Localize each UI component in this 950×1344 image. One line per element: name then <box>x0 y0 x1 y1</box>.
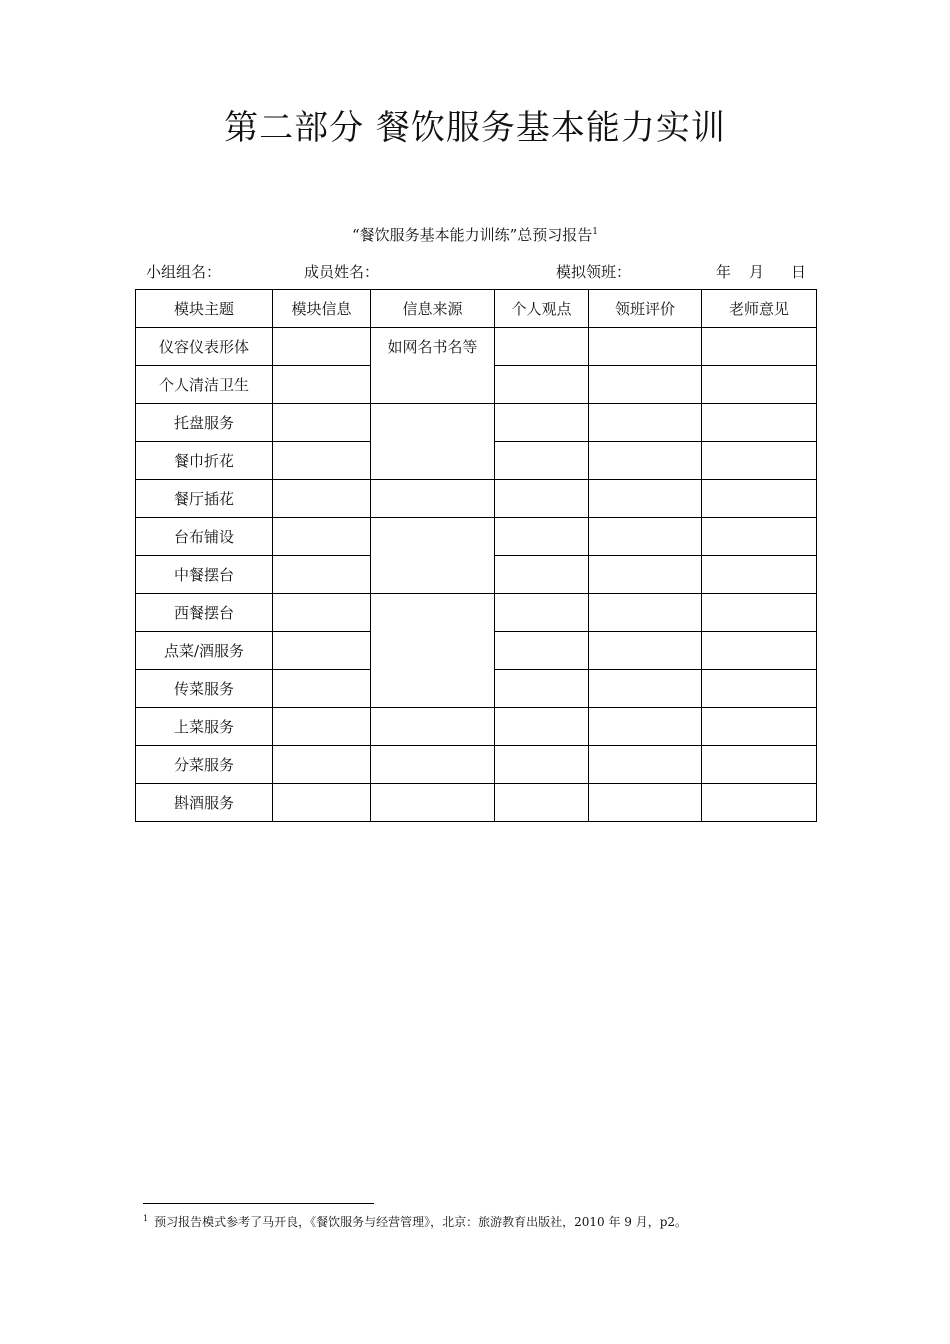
leader-evaluation-cell[interactable] <box>589 708 702 746</box>
teacher-opinion-cell[interactable] <box>702 670 817 708</box>
personal-view-cell[interactable] <box>495 366 589 404</box>
personal-view-cell[interactable] <box>495 632 589 670</box>
info-source-cell[interactable]: 如网名书名等 <box>371 328 495 404</box>
footnote-mark: 1 <box>143 1214 149 1223</box>
footnote <box>143 1213 687 1230</box>
info-source-cell[interactable] <box>371 784 495 822</box>
personal-view-cell[interactable] <box>495 594 589 632</box>
module-topic-cell: 台布铺设 <box>136 518 273 556</box>
teacher-opinion-cell[interactable] <box>702 480 817 518</box>
module-info-cell[interactable] <box>273 328 371 366</box>
teacher-opinion-cell[interactable] <box>702 442 817 480</box>
module-topic-cell: 中餐摆台 <box>136 556 273 594</box>
module-topic-cell: 托盘服务 <box>136 404 273 442</box>
module-topic-cell: 西餐摆台 <box>136 594 273 632</box>
module-topic-cell: 个人清洁卫生 <box>136 366 273 404</box>
module-info-cell[interactable] <box>273 366 371 404</box>
teacher-opinion-cell[interactable] <box>702 366 817 404</box>
leader-evaluation-cell[interactable] <box>589 366 702 404</box>
header-module-info: 模块信息 <box>273 290 371 328</box>
personal-view-cell[interactable] <box>495 746 589 784</box>
teacher-opinion-cell[interactable] <box>702 708 817 746</box>
header-leader-evaluation: 领班评价 <box>589 290 702 328</box>
module-info-cell[interactable] <box>273 784 371 822</box>
leader-evaluation-cell[interactable] <box>589 632 702 670</box>
module-topic-cell: 仪容仪表形体 <box>136 328 273 366</box>
table-row <box>136 518 817 556</box>
module-info-cell[interactable] <box>273 518 371 556</box>
footnote-reference: 1 <box>592 227 599 237</box>
module-info-cell[interactable] <box>273 594 371 632</box>
report-subtitle-text: “餐饮服务基本能力训练”总预习报告 <box>351 226 593 244</box>
personal-view-cell[interactable] <box>495 784 589 822</box>
module-info-cell[interactable] <box>273 442 371 480</box>
leader-evaluation-cell[interactable] <box>589 784 702 822</box>
leader-evaluation-cell[interactable] <box>589 556 702 594</box>
pre-study-report-table <box>135 289 817 822</box>
module-topic-cell: 斟酒服务 <box>136 784 273 822</box>
report-subtitle <box>0 224 950 245</box>
teacher-opinion-cell[interactable] <box>702 328 817 366</box>
table-row <box>136 784 817 822</box>
teacher-opinion-cell[interactable] <box>702 784 817 822</box>
module-info-cell[interactable] <box>273 480 371 518</box>
info-source-cell[interactable] <box>371 746 495 784</box>
teacher-opinion-cell[interactable] <box>702 556 817 594</box>
leader-evaluation-cell[interactable] <box>589 442 702 480</box>
info-source-cell[interactable] <box>371 708 495 746</box>
leader-evaluation-cell[interactable] <box>589 746 702 784</box>
teacher-opinion-cell[interactable] <box>702 594 817 632</box>
header-module-topic: 模块主题 <box>136 290 273 328</box>
teacher-opinion-cell[interactable] <box>702 632 817 670</box>
personal-view-cell[interactable] <box>495 404 589 442</box>
day-label: 日 <box>791 263 807 281</box>
module-topic-cell: 餐巾折花 <box>136 442 273 480</box>
table-row <box>136 328 817 366</box>
leader-evaluation-cell[interactable] <box>589 518 702 556</box>
info-source-cell[interactable] <box>371 518 495 594</box>
module-info-cell[interactable] <box>273 404 371 442</box>
footnote-divider <box>143 1203 374 1204</box>
leader-evaluation-cell[interactable] <box>589 404 702 442</box>
member-names-label: 成员姓名： <box>304 263 380 281</box>
footnote-text: 预习报告模式参考了马开良，《餐饮服务与经营管理》，北京：旅游教育出版社，2010 年 9 月，p2。 <box>154 1215 688 1229</box>
table-row <box>136 708 817 746</box>
module-topic-cell: 点菜/酒服务 <box>136 632 273 670</box>
personal-view-cell[interactable] <box>495 480 589 518</box>
month-label: 月 <box>749 263 765 281</box>
team-leader-label: 模拟领班： <box>556 263 632 281</box>
table-row <box>136 480 817 518</box>
page-title: 第二部分 餐饮服务基本能力实训 <box>224 108 726 148</box>
info-source-cell[interactable] <box>371 480 495 518</box>
module-topic-cell: 分菜服务 <box>136 746 273 784</box>
header-personal-view: 个人观点 <box>495 290 589 328</box>
personal-view-cell[interactable] <box>495 556 589 594</box>
personal-view-cell[interactable] <box>495 442 589 480</box>
header-info-source: 信息来源 <box>371 290 495 328</box>
table-header-row <box>136 290 817 328</box>
module-info-cell[interactable] <box>273 670 371 708</box>
info-source-cell[interactable] <box>371 404 495 480</box>
leader-evaluation-cell[interactable] <box>589 670 702 708</box>
module-topic-cell: 传菜服务 <box>136 670 273 708</box>
personal-view-cell[interactable] <box>495 708 589 746</box>
personal-view-cell[interactable] <box>495 518 589 556</box>
teacher-opinion-cell[interactable] <box>702 518 817 556</box>
leader-evaluation-cell[interactable] <box>589 594 702 632</box>
header-teacher-opinion: 老师意见 <box>702 290 817 328</box>
table-row <box>136 746 817 784</box>
table-row <box>136 594 817 632</box>
table-row <box>136 404 817 442</box>
personal-view-cell[interactable] <box>495 328 589 366</box>
module-topic-cell: 上菜服务 <box>136 708 273 746</box>
leader-evaluation-cell[interactable] <box>589 480 702 518</box>
module-info-cell[interactable] <box>273 746 371 784</box>
leader-evaluation-cell[interactable] <box>589 328 702 366</box>
module-info-cell[interactable] <box>273 708 371 746</box>
module-info-cell[interactable] <box>273 632 371 670</box>
year-label: 年 <box>716 263 732 281</box>
teacher-opinion-cell[interactable] <box>702 746 817 784</box>
info-source-cell[interactable] <box>371 594 495 708</box>
module-info-cell[interactable] <box>273 556 371 594</box>
module-topic-cell: 餐厅插花 <box>136 480 273 518</box>
teacher-opinion-cell[interactable] <box>702 404 817 442</box>
personal-view-cell[interactable] <box>495 670 589 708</box>
group-name-label: 小组组名： <box>146 263 222 281</box>
